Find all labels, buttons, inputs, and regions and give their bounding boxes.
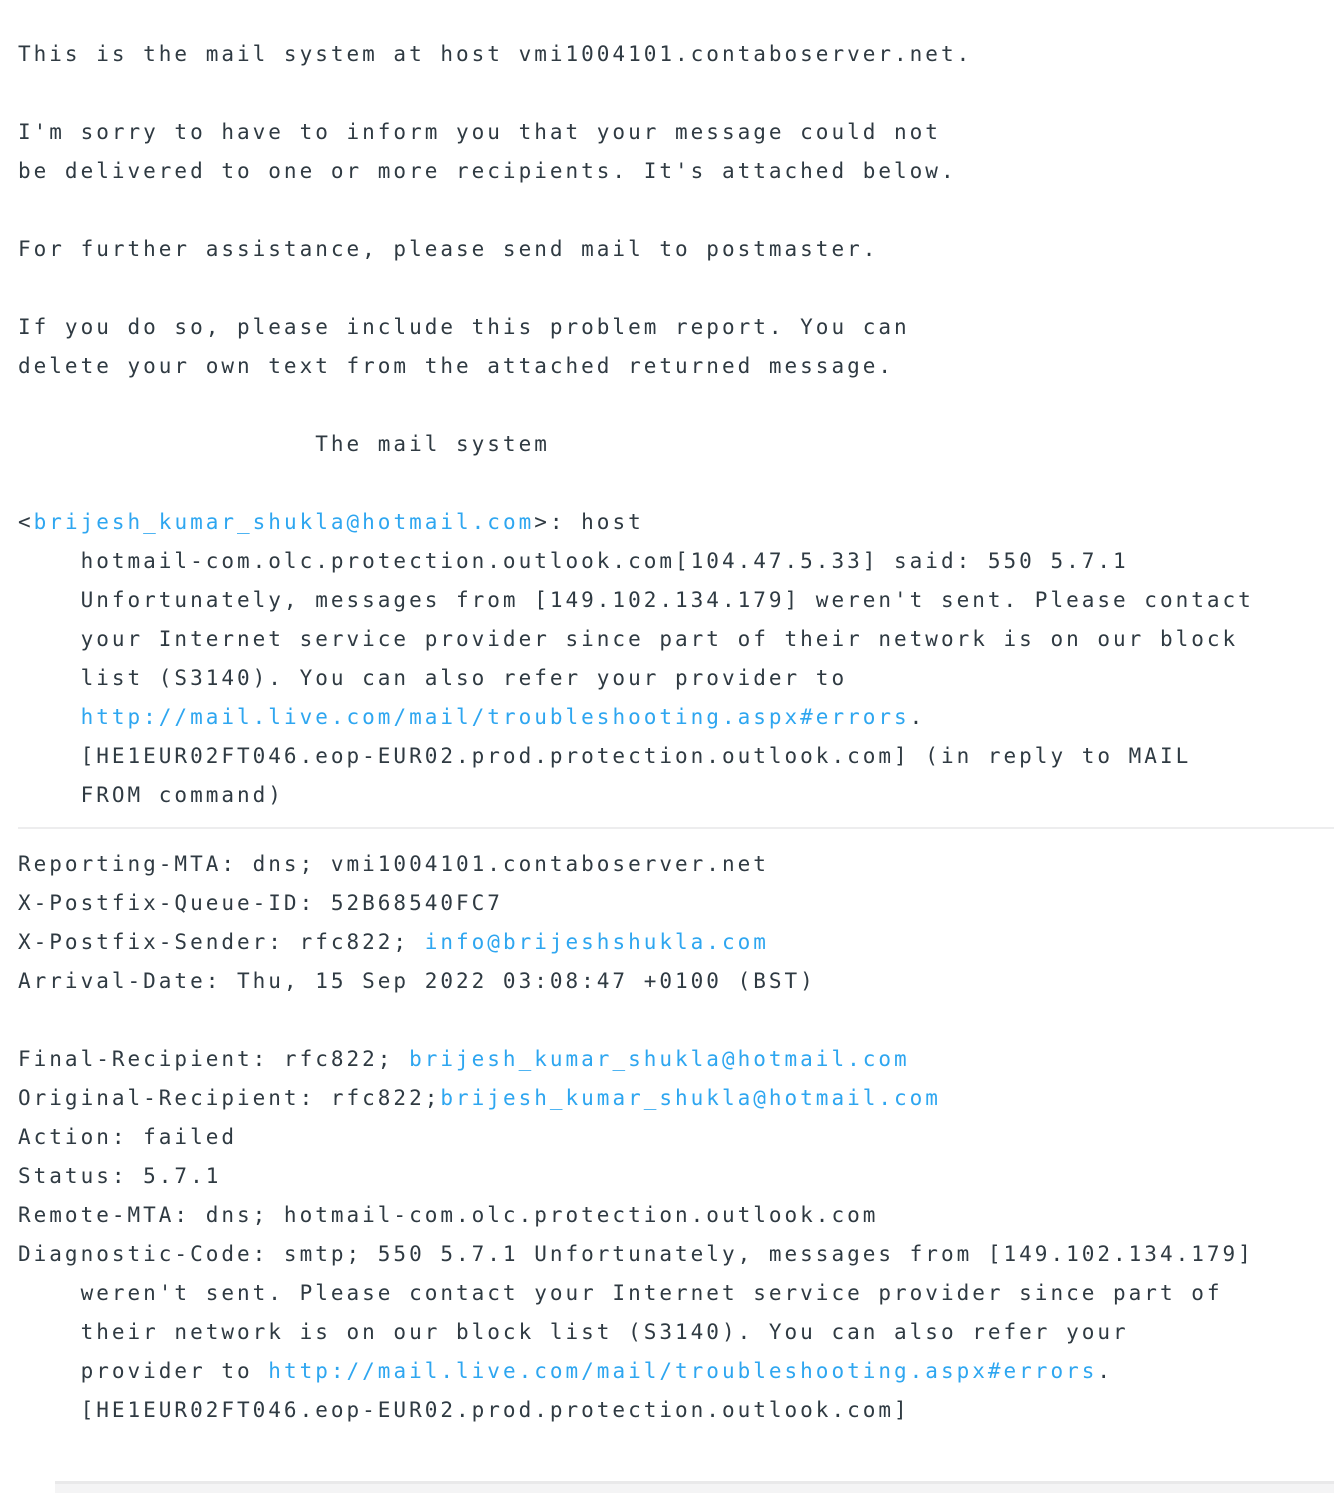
- next-message-edge: [55, 1481, 1334, 1493]
- sender-email-link[interactable]: info@brijeshshukla.com: [424, 930, 769, 954]
- text-segment: For further assistance, please send mail to postmaster.: [18, 237, 879, 261]
- text-segment: Action: failed: [18, 1125, 238, 1149]
- text-segment: be delivered to one or more recipients. It's attached below.: [18, 159, 957, 183]
- text-segment: Reporting-MTA: dns; vmi1004101.contaboserver.net: [18, 852, 769, 876]
- text-segment: [18, 705, 81, 729]
- text-segment: Original-Recipient: rfc822;: [18, 1086, 441, 1110]
- text-segment: [HE1EUR02FT046.eop-EUR02.prod.protection.outlook.com] (in reply to MAIL: [18, 744, 1192, 768]
- text-segment: their network is on our block list (S3140). You can also refer your: [18, 1320, 1129, 1344]
- text-segment: Status: 5.7.1: [18, 1164, 222, 1188]
- recipient-email-link[interactable]: brijesh_kumar_shukla@hotmail.com: [33, 510, 535, 534]
- message-divider: [18, 827, 1334, 829]
- text-segment: <: [18, 510, 34, 534]
- text-segment: .: [1097, 1359, 1114, 1383]
- text-segment: hotmail-com.olc.protection.outlook.com[104.47.5.33] said: 550 5.7.1: [18, 549, 1129, 573]
- final-recipient-email-link[interactable]: brijesh_kumar_shukla@hotmail.com: [409, 1047, 910, 1071]
- text-segment: Arrival-Date: Thu, 15 Sep 2022 03:08:47 +0100 (BST): [18, 969, 816, 993]
- text-segment: If you do so, please include this problem report. You can: [18, 315, 910, 339]
- text-segment: >: host: [534, 510, 644, 534]
- text-segment: Remote-MTA: dns; hotmail-com.olc.protection.outlook.com: [18, 1203, 879, 1227]
- text-segment: The mail system: [18, 432, 550, 456]
- text-segment: X-Postfix-Queue-ID: 52B68540FC7: [18, 891, 503, 915]
- text-segment: This is the mail system at host vmi1004101.contaboserver.net.: [18, 42, 973, 66]
- text-segment: FROM command): [18, 783, 284, 807]
- text-segment: provider to: [18, 1359, 269, 1383]
- text-segment: list (S3140). You can also refer your provider to: [18, 666, 848, 690]
- email-body: [0, 35, 1334, 1430]
- text-segment: I'm sorry to have to inform you that your message could not: [18, 120, 941, 144]
- delivery-status-report: [0, 845, 1334, 1430]
- troubleshooting-url-link[interactable]: http://mail.live.com/mail/troubleshooting.aspx#errors: [268, 1359, 1098, 1383]
- text-segment: .: [909, 705, 926, 729]
- text-segment: your Internet service provider since part of their network is on our block: [18, 627, 1239, 651]
- text-segment: Diagnostic-Code: smtp; 550 5.7.1 Unfortunately, messages from [149.102.134.179]: [18, 1242, 1254, 1266]
- text-segment: weren't sent. Please contact your Internet service provider since part of: [18, 1281, 1223, 1305]
- text-segment: delete your own text from the attached returned message.: [18, 354, 895, 378]
- text-segment: [HE1EUR02FT046.eop-EUR02.prod.protection.outlook.com]: [18, 1398, 910, 1422]
- bounce-notice-text: [0, 35, 1334, 815]
- text-segment: Unfortunately, messages from [149.102.134.179] weren't sent. Please contact: [18, 588, 1254, 612]
- text-segment: Final-Recipient: rfc822;: [18, 1047, 410, 1071]
- troubleshooting-url-link[interactable]: http://mail.live.com/mail/troubleshooting.aspx#errors: [80, 705, 910, 729]
- original-recipient-email-link[interactable]: brijesh_kumar_shukla@hotmail.com: [440, 1086, 941, 1110]
- text-segment: X-Postfix-Sender: rfc822;: [18, 930, 425, 954]
